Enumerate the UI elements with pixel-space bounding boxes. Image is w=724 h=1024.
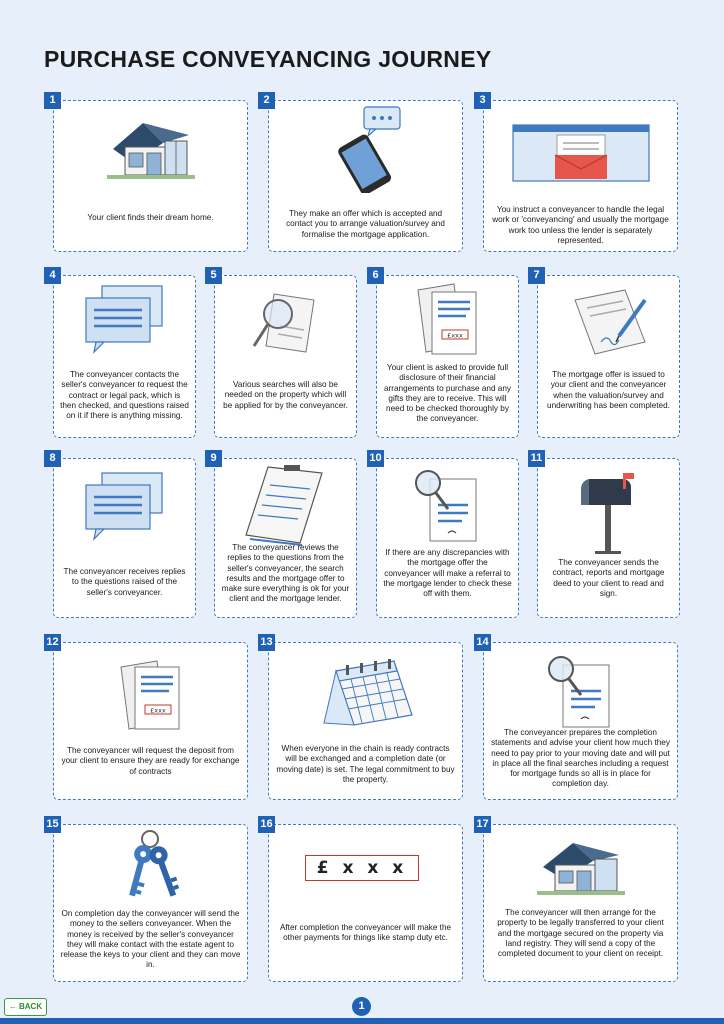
step-text: You instruct a conveyancer to handle the legal work or 'conveyancing' and usually the mortgage work too unless the lender is separately represented. — [492, 205, 669, 245]
page-number: 1 — [352, 997, 371, 1016]
arrow-left-icon: ← — [9, 1002, 17, 1011]
page-title: PURCHASE CONVEYANCING JOURNEY — [44, 46, 492, 72]
financial-documents-icon — [410, 280, 486, 360]
step-card-3 — [483, 100, 678, 252]
step-text: The conveyancer reviews the replies to the questions from the seller's conveyancer, the search results and the mortgage offer to make sure everything is ok for your client and the mortgage lender. — [221, 543, 350, 604]
clipboard-icon — [240, 463, 332, 547]
step-number: 6 — [367, 267, 384, 284]
step-number: 2 — [258, 92, 275, 109]
step-text: The conveyancer will then arrange for the property to be legally transferred to your client and the mortgage secured on the property via land registry. They will send a copy of the completed document to your client on receipt. — [497, 908, 664, 959]
step-card-13 — [268, 642, 463, 800]
svg-text:£xxx: £xxx — [149, 706, 166, 715]
phone-icon — [318, 103, 414, 193]
step-card-9 — [214, 458, 357, 618]
step-card-8 — [53, 458, 196, 618]
step-number: 17 — [474, 816, 491, 833]
step-text: After completion the conveyancer will make the other payments for things like stamp duty etc. — [279, 923, 452, 943]
step-number: 10 — [367, 450, 384, 467]
step-number: 5 — [205, 267, 222, 284]
step-number: 9 — [205, 450, 222, 467]
step-text: The conveyancer sends the contract, reports and mortgage deed to your client to read and sign. — [552, 558, 665, 598]
svg-text:£xxx: £xxx — [446, 331, 463, 340]
step-card-1 — [53, 100, 248, 252]
step-number: 13 — [258, 634, 275, 651]
house-icon — [533, 835, 629, 899]
step-text: On completion day the conveyancer will send the money to the sellers conveyancer. When the money is received by the seller's conveyancer they will make contact with the estate agent to release the keys to your client and they can move in. — [60, 909, 241, 970]
mailbox-icon — [579, 469, 639, 555]
step-card-17 — [483, 824, 678, 982]
magnifier-document-icon — [408, 465, 488, 545]
step-number: 12 — [44, 634, 61, 651]
step-number: 3 — [474, 92, 491, 109]
step-text: The conveyancer receives replies to the questions raised of the seller's conveyancer. — [63, 567, 186, 597]
back-button[interactable] — [4, 998, 47, 1016]
step-card-5 — [214, 275, 357, 438]
email-icon — [511, 121, 651, 183]
step-number: 4 — [44, 267, 61, 284]
step-text: Various searches will also be needed on the property which will be applied for by the conveyancer. — [223, 380, 348, 410]
step-card-15 — [53, 824, 248, 982]
step-number: 16 — [258, 816, 275, 833]
step-card-14 — [483, 642, 678, 800]
message-icon — [82, 471, 168, 545]
keys-icon — [116, 829, 186, 903]
message-icon — [82, 284, 168, 358]
footer-bar — [0, 1018, 724, 1024]
step-text: Your client is asked to provide full disclosure of their financial arrangements to purchase and any gifts they are to receive. This will need to be checked thoroughly by the conveyancer. — [384, 363, 511, 424]
step-text: The mortgage offer is issued to your client and the conveyancer when the valuation/survey and underwriting has been completed. — [547, 370, 670, 410]
step-card-16 — [268, 824, 463, 982]
back-label: BACK — [19, 1002, 43, 1011]
step-card-7 — [537, 275, 680, 438]
deposit-documents-icon — [113, 657, 189, 733]
step-card-12 — [53, 642, 248, 800]
search-document-icon — [244, 286, 328, 362]
step-text: The conveyancer prepares the completion statements and advise your client how much they need to pay prior to your moving date and will put in place all the final searches including a request for mortgage funds so all is in place for completion day. — [491, 728, 670, 789]
step-text: If there are any discrepancies with the mortgage offer the conveyancer will make a referral to the mortgage lender to check these off with them. — [383, 548, 512, 599]
step-card-2 — [268, 100, 463, 252]
step-text: Your client finds their dream home. — [87, 213, 214, 222]
step-number: 14 — [474, 634, 491, 651]
step-number: 11 — [528, 450, 545, 467]
house-icon — [103, 113, 199, 185]
calendar-icon — [316, 653, 416, 733]
step-text: When everyone in the chain is ready contracts will be exchanged and a completion date (or moving date) is set. The legal commitment to buy the property. — [276, 744, 455, 784]
step-number: 1 — [44, 92, 61, 109]
step-number: 15 — [44, 816, 61, 833]
step-text: They make an offer which is accepted and contact you to arrange valuation/survey and formalise the mortgage application. — [286, 209, 445, 239]
signed-document-icon — [565, 284, 653, 364]
step-text: The conveyancer contacts the seller's conveyancer to request the contract or legal pack, which is then checked, and questions raised on it if there is anything missing. — [60, 370, 189, 421]
price-label: £ x x x — [316, 858, 408, 878]
step-number: 8 — [44, 450, 61, 467]
step-number: 7 — [528, 267, 545, 284]
magnifier-document-icon — [541, 651, 621, 731]
payment-icon — [305, 855, 419, 881]
step-text: The conveyancer will request the deposit from your client to ensure they are ready for exchange of contracts — [61, 746, 240, 776]
step-card-10 — [376, 458, 519, 618]
step-card-11 — [537, 458, 680, 618]
step-card-4 — [53, 275, 196, 438]
step-card-6 — [376, 275, 519, 438]
